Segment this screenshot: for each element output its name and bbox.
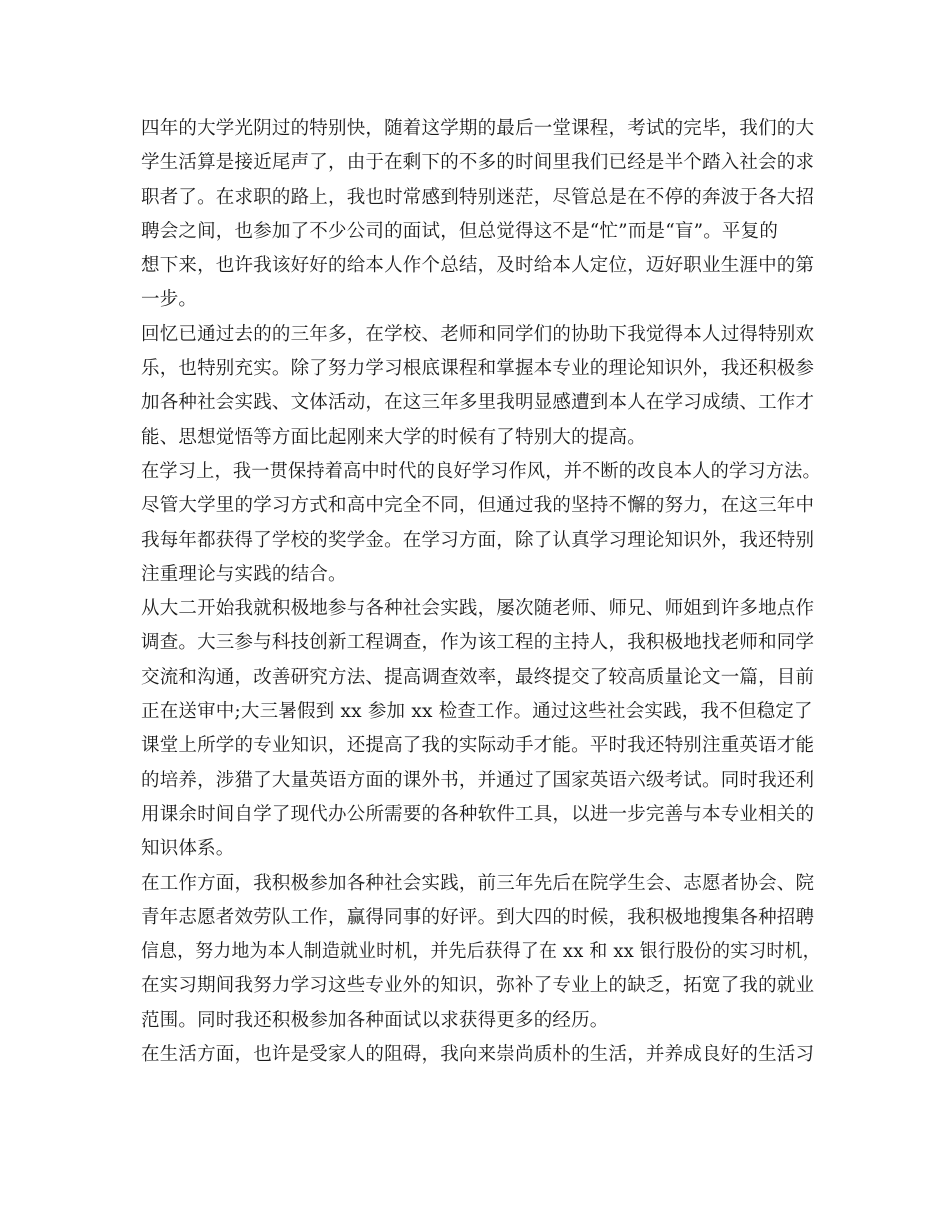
text-line: 用课余时间自学了现代办公所需要的各种软件工具，以进一步完善与本专业相关的 [141,803,815,825]
text-line: 课堂上所学的专业知识，还提高了我的实际动手才能。平时我还特别注重英语才能 [141,735,815,757]
text-line: 青年志愿者效劳队工作，赢得同事的好评。到大四的时候，我积极地搜集各种招聘 [141,906,815,928]
text-line: 聘会之间，也参加了不少公司的面试，但总觉得这不是“忙”而是“盲”。平复的 [141,220,779,242]
text-line: 学生活算是接近尾声了，由于在剩下的不多的时间里我们已经是半个踏入社会的求 [141,152,815,174]
text-line: 想下来，也许我该好好的给本人作个总结，及时给本人定位，迈好职业生涯中的第 [141,255,815,277]
text-line: 调查。大三参与科技创新工程调查，作为该工程的主持人，我积极地找老师和同学 [141,632,815,654]
text-line: 知识体系。 [141,838,235,860]
text-line: 正在送审中;大三暑假到 xx 参加 xx 检查工作。通过这些社会实践，我不但稳定了 [141,701,813,723]
text-line: 在生活方面，也许是受家人的阻碍，我向来崇尚质朴的生活，并养成良好的生活习 [141,1044,815,1066]
text-line: 乐，也特别充实。除了努力学习根底课程和掌握本专业的理论知识外，我还积极参 [141,358,815,380]
text-line: 在实习期间我努力学习这些专业外的知识，弥补了专业上的缺乏，拓宽了我的就业 [141,975,815,997]
text-line: 尽管大学里的学习方式和高中完全不同，但通过我的坚持不懈的努力，在这三年中 [141,495,815,517]
document-body [141,112,821,1072]
text-line: 职者了。在求职的路上，我也时常感到特别迷茫，尽管总是在不停的奔波于各大招 [141,186,815,208]
text-line: 一步。 [141,289,198,311]
text-line: 注重理论与实践的结合。 [141,563,347,585]
text-line: 四年的大学光阴过的特别快，随着这学期的最后一堂课程，考试的完毕，我们的大 [141,118,815,139]
text-line: 我每年都获得了学校的奖学金。在学习方面，除了认真学习理论知识外，我还特别 [141,529,815,551]
text-line: 能、思想觉悟等方面比起刚来大学的时候有了特别大的提高。 [141,426,646,448]
text-line: 交流和沟通，改善研究方法、提高调查效率，最终提交了较高质量论文一篇，目前 [141,666,815,688]
text-line: 在学习上，我一贯保持着高中时代的良好学习作风，并不断的改良本人的学习方法。 [141,460,821,482]
text-line: 的培养，涉猎了大量英语方面的课外书，并通过了国家英语六级考试。同时我还利 [141,769,815,791]
text-line: 从大二开始我就积极地参与各种社会实践，屡次随老师、师兄、师姐到许多地点作 [141,598,815,620]
text-line: 信息，努力地为本人制造就业时机，并先后获得了在 xx 和 xx 银行股份的实习时机， [141,941,821,963]
text-line: 加各种社会实践、文体活动，在这三年多里我明显感遭到本人在学习成绩、工作才 [141,392,815,414]
text-line: 范围。同时我还积极参加各种面试以求获得更多的经历。 [141,1009,609,1031]
text-line: 回忆已通过去的的三年多，在学校、老师和同学们的协助下我觉得本人过得特别欢 [141,323,815,345]
text-line: 在工作方面，我积极参加各种社会实践，前三年先后在院学生会、志愿者协会、院 [141,872,815,894]
